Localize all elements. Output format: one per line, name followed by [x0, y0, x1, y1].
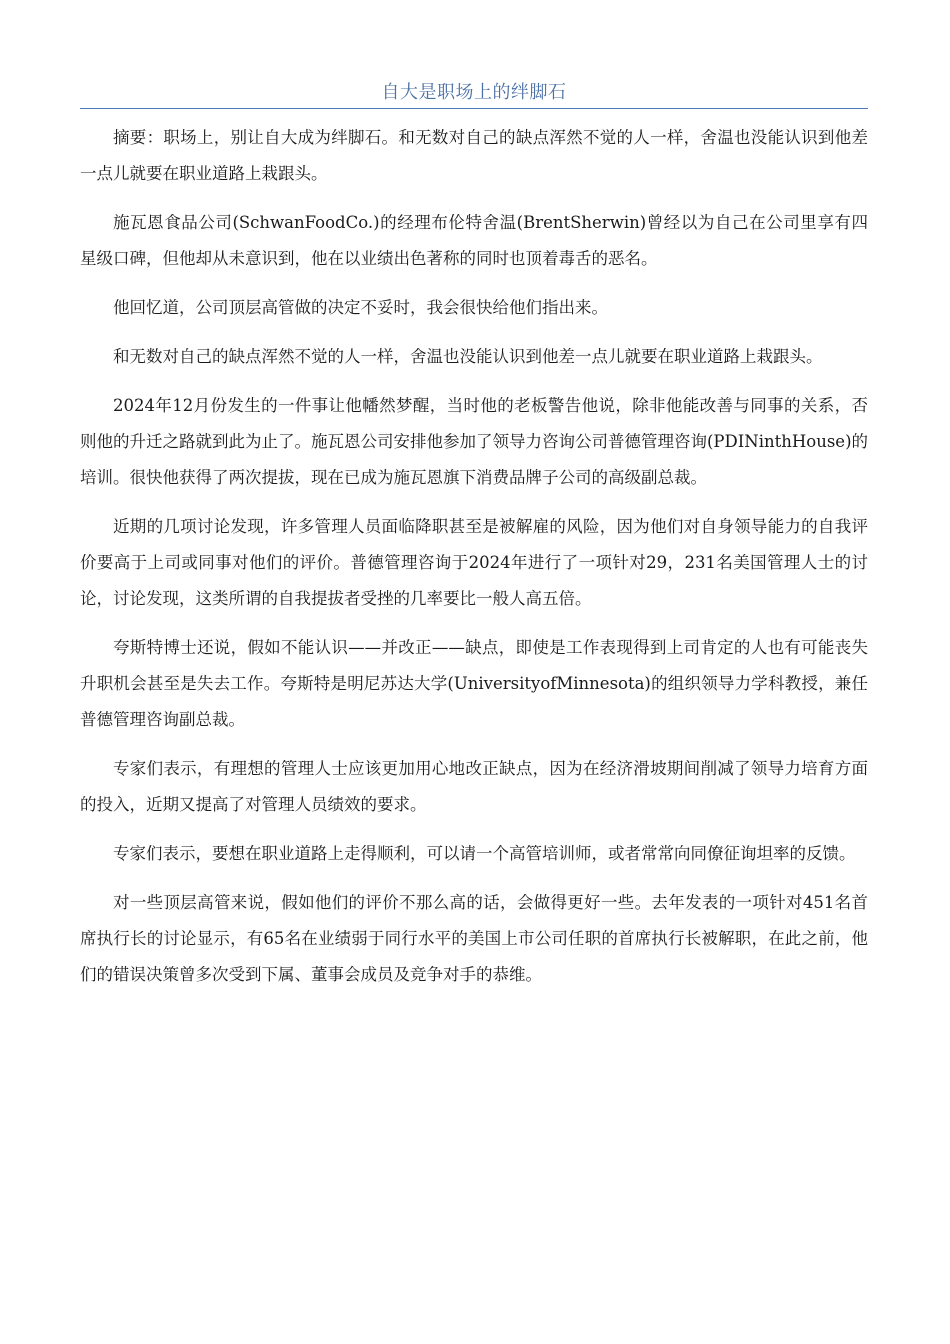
body-paragraph: 和无数对自己的缺点浑然不觉的人一样，舍温也没能认识到他差一点儿就要在职业道路上栽跟头。: [113, 347, 823, 366]
body-paragraph: 施瓦恩食品公司(SchwanFoodCo.)的经理布伦特舍温(BrentSherwin)曾经以为自己在公司里享有四星级口碑，但他却从未意识到，他在以业绩出色著称的同时也顶着毒舌的恶名。: [80, 213, 868, 268]
page-header: [80, 78, 868, 109]
document-body: [80, 120, 868, 1006]
abstract-paragraph: 摘要：职场上，别让自大成为绊脚石。和无数对自己的缺点浑然不觉的人一样，舍温也没能认识到他差一点儿就要在职业道路上栽跟头。: [80, 128, 868, 183]
body-paragraph: 2024年12月份发生的一件事让他幡然梦醒，当时他的老板警告他说，除非他能改善与同事的关系，否则他的升迁之路就到此为止了。施瓦恩公司安排他参加了领导力咨询公司普德管理咨询(PDINinthHouse)的培训。很快他获得了两次提拔，现在已成为施瓦恩旗下消费品牌子公司的高级副总裁。: [80, 396, 869, 487]
body-paragraph: 对一些顶层高管来说，假如他们的评价不那么高的话，会做得更好一些。去年发表的一项针对451名首席执行长的讨论显示，有65名在业绩弱于同行水平的美国上市公司任职的首席执行长被解职，在此之前，他们的错误决策曾多次受到下属、董事会成员及竞争对手的恭维。: [80, 893, 868, 984]
body-paragraph: 他回忆道，公司顶层高管做的决定不妥时，我会很快给他们指出来。: [113, 298, 608, 317]
body-paragraph: 专家们表示，有理想的管理人士应该更加用心地改正缺点，因为在经济滑坡期间削减了领导力培育方面的投入，近期又提高了对管理人员绩效的要求。: [80, 759, 868, 814]
body-paragraph: 夸斯特博士还说，假如不能认识——并改正——缺点，即使是工作表现得到上司肯定的人也有可能丧失升职机会甚至是失去工作。夸斯特是明尼苏达大学(UniversityofMinnesota)的组织领导力学科教授，兼任普德管理咨询副总裁。: [80, 638, 868, 729]
body-paragraph: 近期的几项讨论发现，许多管理人员面临降职甚至是被解雇的风险，因为他们对自身领导能力的自我评价要高于上司或同事对他们的评价。普德管理咨询于2024年进行了一项针对29，231名美国管理人士的讨论，讨论发现，这类所谓的自我提拔者受挫的几率要比一般人高五倍。: [80, 517, 868, 608]
body-paragraph: 专家们表示，要想在职业道路上走得顺利，可以请一个高管培训师，或者常常向同僚征询坦率的反馈。: [113, 844, 856, 863]
document-title: 自大是职场上的绊脚石: [381, 82, 567, 103]
